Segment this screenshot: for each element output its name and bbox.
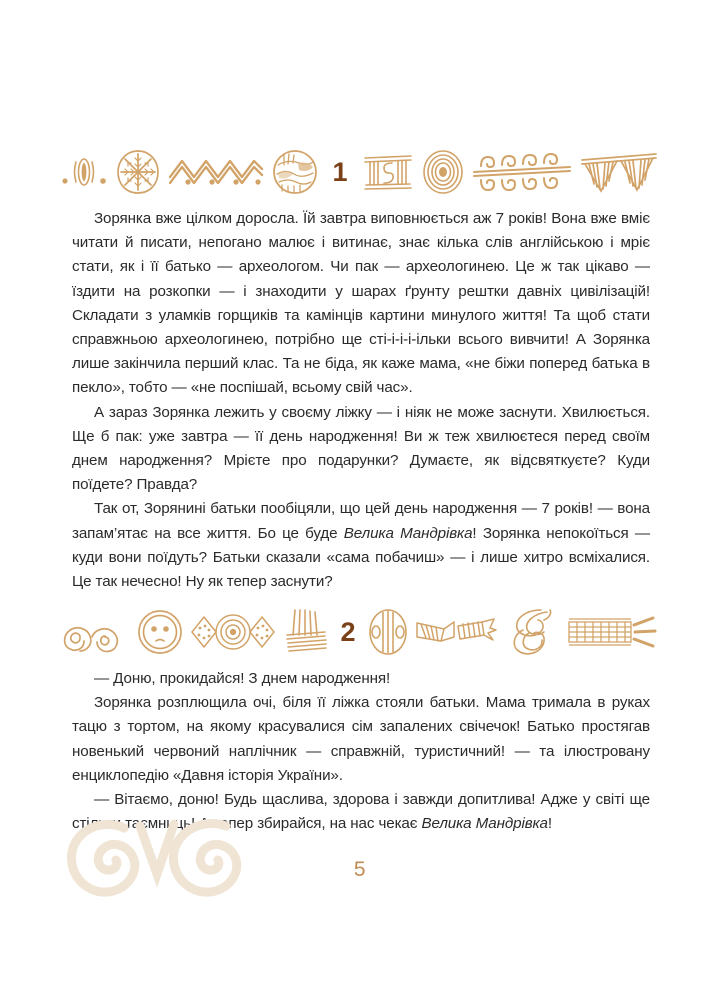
paragraph-4 xyxy=(72,667,650,691)
paragraph-6 xyxy=(72,788,650,836)
paragraph-2 xyxy=(72,401,650,498)
paragraph-3 xyxy=(72,497,650,594)
text-block-one xyxy=(72,207,650,594)
snowflake-in-oval-icon xyxy=(116,149,160,195)
paragraph-6-text-part-2: ! xyxy=(547,815,552,833)
triangular-bunting-fringe-icon xyxy=(580,151,658,193)
paragraph-5 xyxy=(72,691,650,788)
concentric-oval-rings-icon xyxy=(422,150,464,194)
paragraph-1 xyxy=(72,207,650,401)
paragraph-1-text: Зорянка вже цілком доросла. Їй завтра виповнюється аж 7 років! Вона вже вміє читати й писати, непогано малює і витинає, знає кілька слів англійською і мріє стати, як і її батько — археологом. Чи пак — археологинею. Це ж так цікаво — їздити на розкопки — і знаходити у шарах ґрунту рештки давніх цивілізацій! Складати з уламків горщиків та камінців картини минулого життя! Та щоб стати справжньою археологинею, потрібно ще сті-і-і-і-ільки всього вивчити! А Зорянка лише закінчила перший клас. Та не біда, як каже мама, «не біжи поперед батька в пекло», тобто — «не поспішай, всьому свій час». xyxy=(72,210,650,397)
ram-horn-coil-icon xyxy=(503,607,561,657)
dots-and-leaf-motif-icon xyxy=(62,155,108,189)
ornament-divider-2 xyxy=(62,606,658,658)
diamond-circle-diamond-chain-icon xyxy=(188,611,278,653)
paragraph-6-text-part-1: — Вітаємо, доню! Будь щаслива, здорова і завжди допитлива! Адже у світі ще стільки таємниць! А тепер збирайся, на нас чекає xyxy=(72,791,650,833)
paragraph-5-text: Зорянка розплющила очі, біля її ліжка стояли батьки. Мама тримала в руках тацю з тортом, на якому красувалися сім запалених свічечок! Батько простягав новенький червоний наплічник — справжній, туристичний! — та ілюстровану енциклопедію «Давня історія України». xyxy=(72,694,650,784)
ornament-divider-1 xyxy=(62,146,658,198)
paragraph-3-text-part-2: ! Зорянка непокоїться — куди вони поїдуть? Батьки сказали «сама побачиш» — і лише хитро всміхалися. Це так нечесно! Ну як тепер заснути? xyxy=(72,524,650,591)
journey-title-italic-2: Велика Мандрівка xyxy=(421,815,548,833)
circle-face-two-dots-icon xyxy=(137,609,183,655)
fish-bone-pair-icon xyxy=(414,613,498,651)
double-spiral-scroll-band-icon xyxy=(472,150,572,194)
chapter-number-2: 2 xyxy=(340,616,356,647)
paragraph-3-text-part-1: Так от, Зорянині батьки пообіцяли, що цей день народження — 7 років! — вона запам’ятає на все життя. Бо це буде xyxy=(72,500,650,542)
chapter-number-1: 1 xyxy=(332,156,348,187)
grid-mat-with-fringe-icon xyxy=(566,612,658,652)
text-block-two xyxy=(72,667,650,836)
ancient-column-capital-icon xyxy=(362,151,414,193)
oval-striped-medallion-icon xyxy=(367,608,409,656)
page-number: 5 xyxy=(353,858,367,881)
zigzag-wave-with-dots-icon xyxy=(168,155,264,189)
woven-basket-weave-icon xyxy=(283,608,329,656)
double-spiral-pair-icon xyxy=(62,611,132,653)
paragraph-2-text: А зараз Зорянка лежить у своєму ліжку — і ніяк не може заснути. Хвилюється. Ще б пак: уже завтра — її день народження! Ви ж теж хвилюєтеся перед своїм днем народження? Мрієте про подарунки? Думаєте, як відсвяткуєте? Куди поїдете? Правда? xyxy=(72,403,650,494)
paragraph-4-text: — Доню, прокидайся! З днем народження! xyxy=(94,670,391,687)
journey-title-italic: Велика Мандрівка xyxy=(343,524,473,542)
circular-landscape-medallion-icon xyxy=(272,149,318,195)
